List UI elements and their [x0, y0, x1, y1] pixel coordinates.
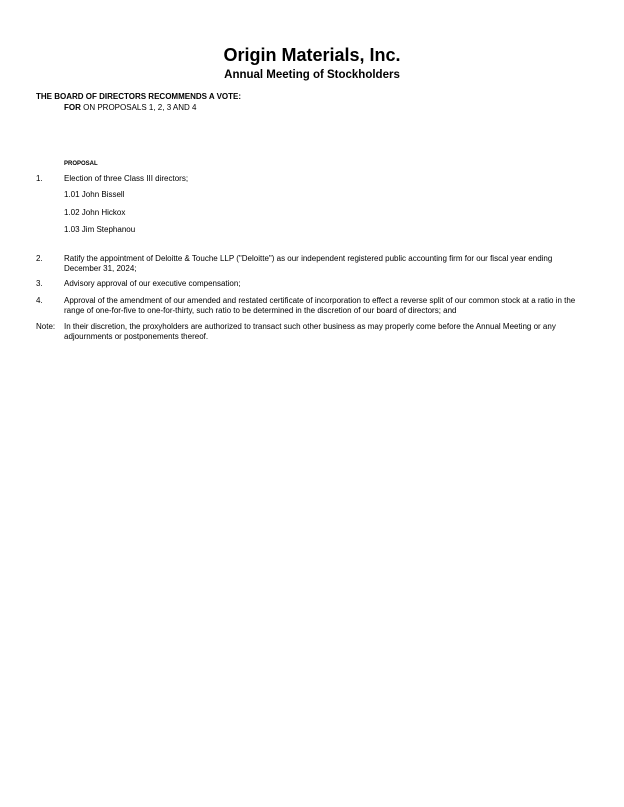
note-label: Note:	[36, 322, 56, 331]
recommendation-text: ON PROPOSALS 1, 2, 3 AND 4	[80, 103, 197, 112]
proposal-number: 4.	[36, 296, 43, 305]
proposal-number: 3.	[36, 279, 43, 288]
recommendation-heading: THE BOARD OF DIRECTORS RECOMMENDS A VOTE:	[36, 92, 242, 101]
nominee-item: 1.03 Jim Stephanou	[64, 225, 136, 234]
document-subtitle: Annual Meeting of Stockholders	[224, 69, 400, 81]
recommendation-line	[64, 103, 197, 113]
note-text: In their discretion, the proxyholders are authorized to transact such other business as may properly come before the Annual Meeting or any adjournments or postponements thereof.	[64, 322, 556, 341]
proposal-heading: PROPOSAL	[64, 161, 98, 167]
proposal-text: Approval of the amendment of our amended and restated certificate of incorporation to effect a reverse split of our common stock at a ratio in the range of one-for-five to one-for-thirty, such ratio to be determined in the discretion of our board of directors; and	[64, 296, 576, 315]
proposal-text: Election of three Class III directors;	[64, 174, 189, 183]
document-title: Origin Materials, Inc.	[223, 45, 401, 65]
proposal-number: 1.	[36, 174, 43, 183]
proposal-text: Advisory approval of our executive compensation;	[64, 279, 241, 288]
nominee-item: 1.02 John Hickox	[64, 208, 126, 217]
proposal-number: 2.	[36, 254, 43, 263]
nominee-item: 1.01 John Bissell	[64, 190, 125, 199]
recommendation-vote: FOR	[64, 103, 81, 112]
proposal-text: Ratify the appointment of Deloitte & Touche LLP ("Deloitte") as our independent registered public accounting firm for our fiscal year ending December 31, 2024;	[64, 254, 553, 273]
